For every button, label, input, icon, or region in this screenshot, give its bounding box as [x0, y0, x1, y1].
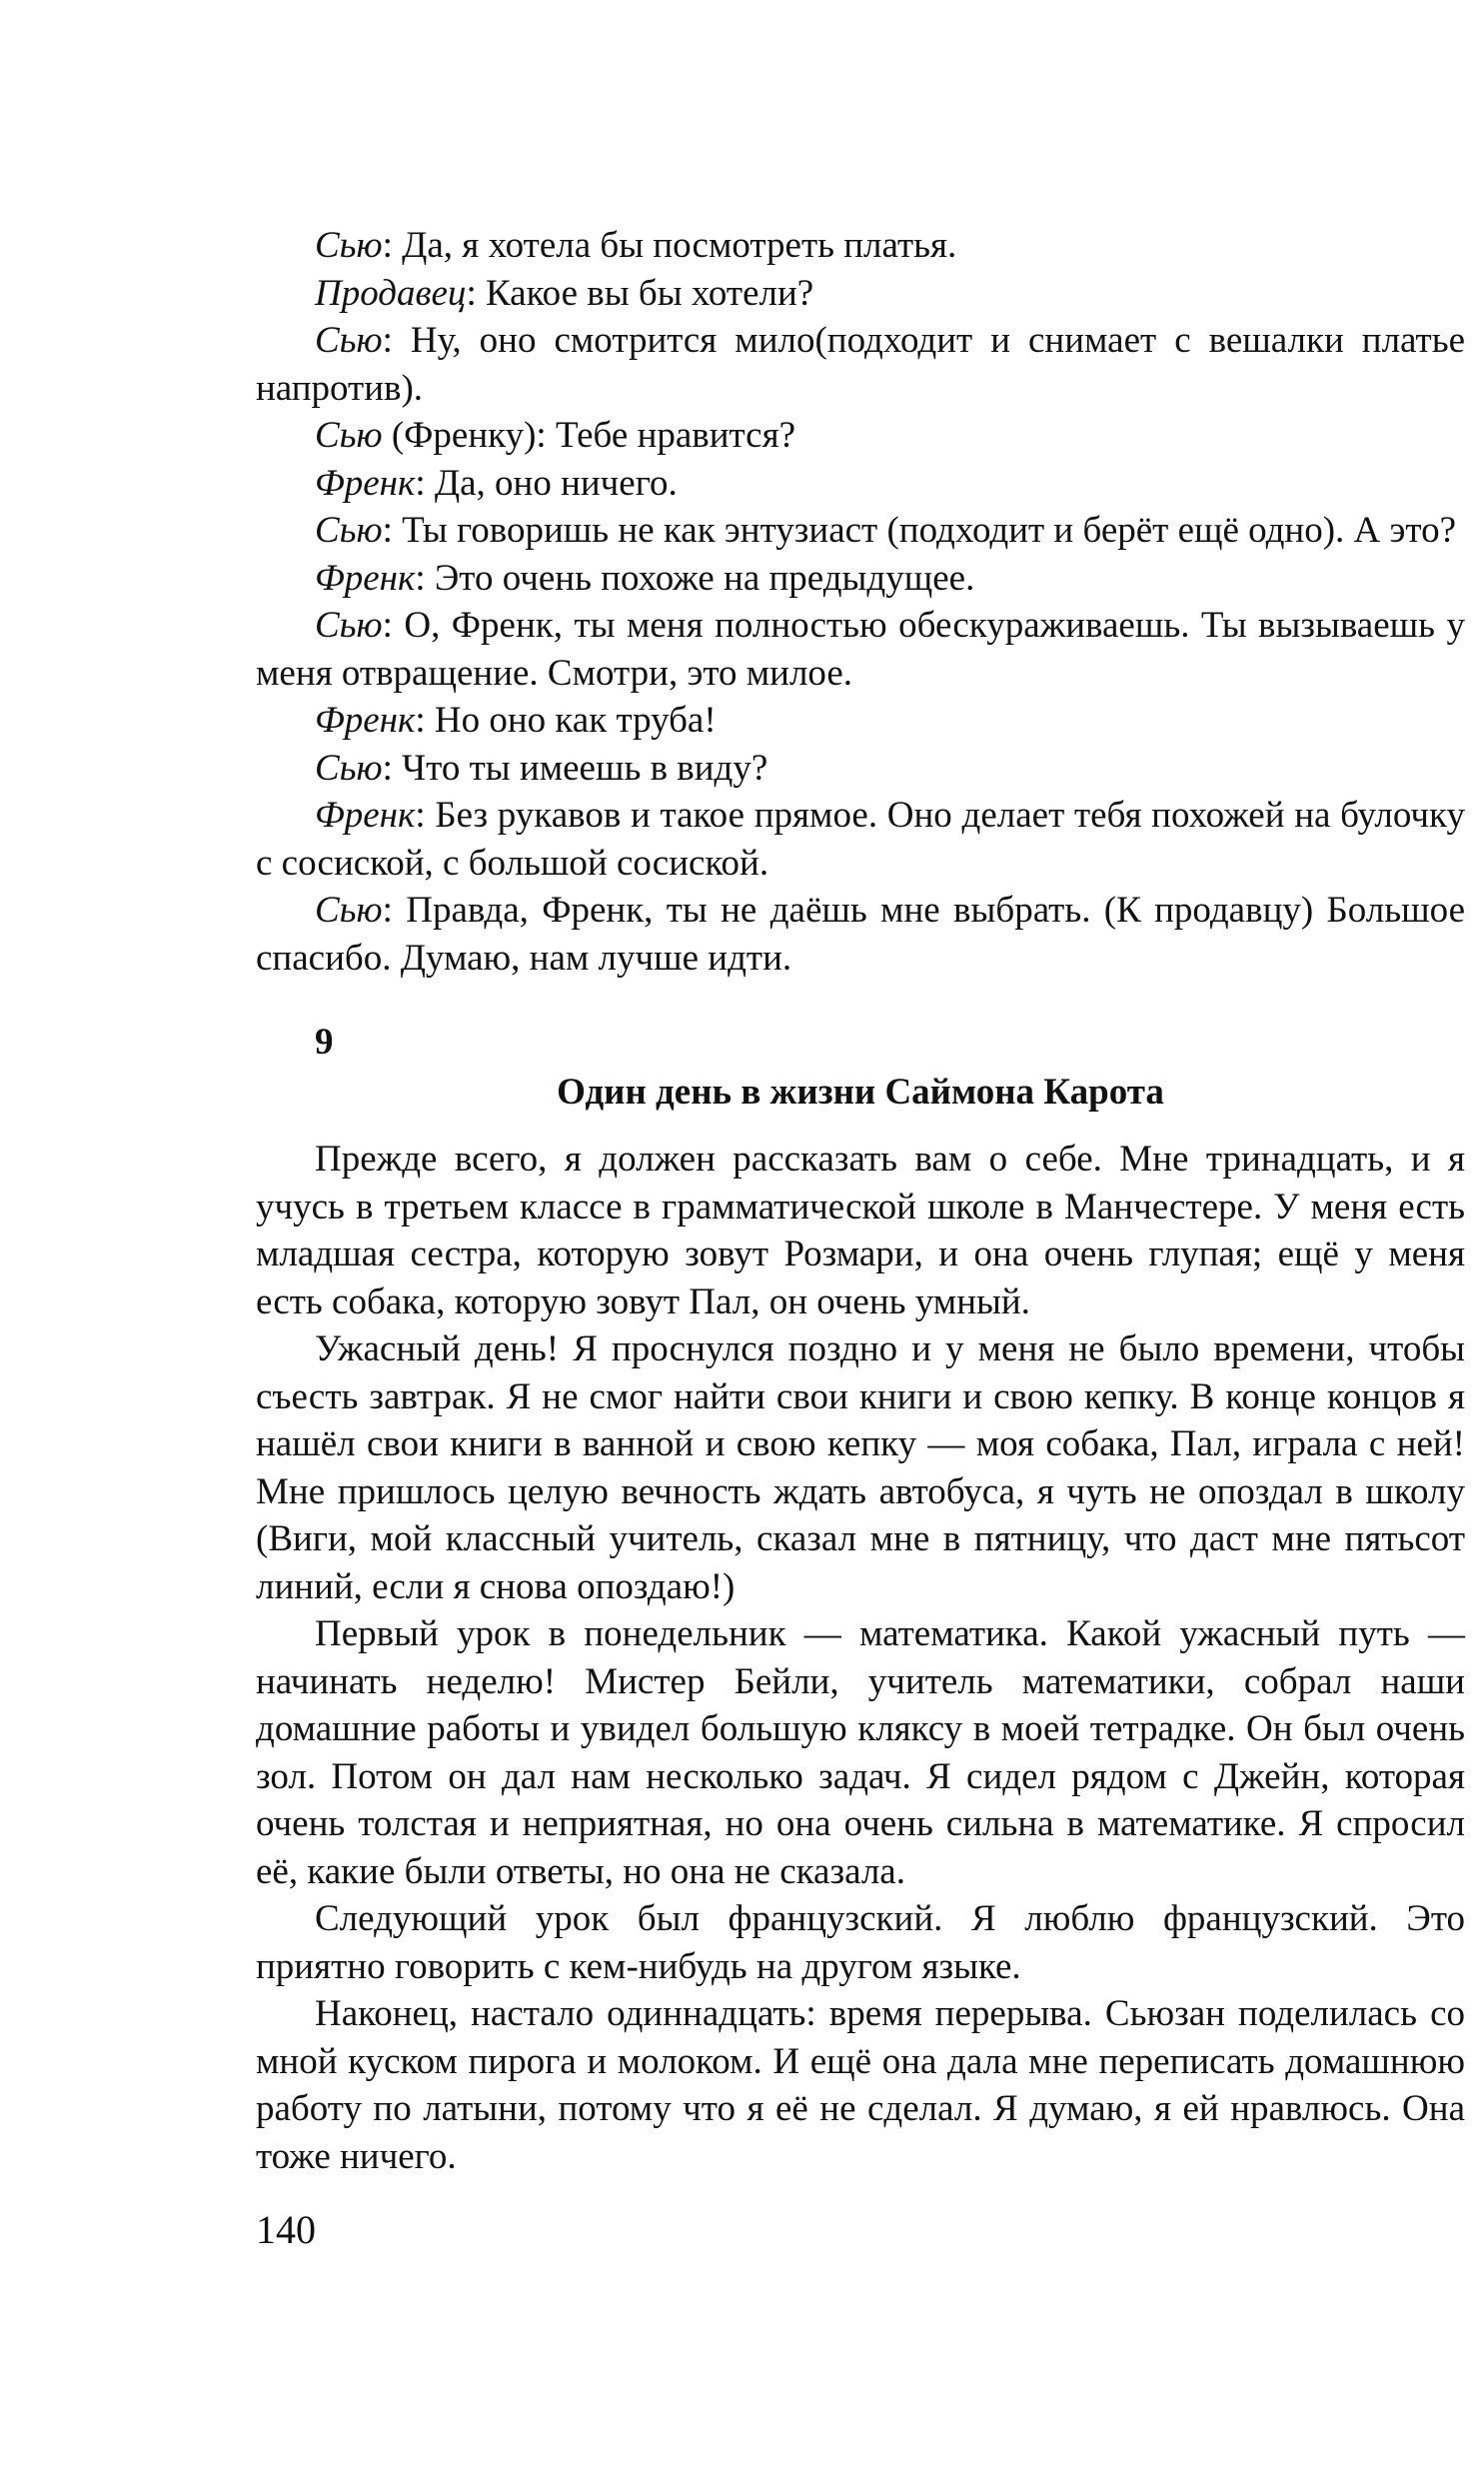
speaker-name: Сью — [315, 415, 383, 456]
page-number: 140 — [256, 2207, 316, 2252]
dialogue-line — [256, 555, 1465, 603]
dialogue-text: (Френку): Тебе нравится? — [382, 415, 796, 456]
dialogue-text: : Без рукавов и такое прямое. Оно делает тебя похожей на булочку с сосиской, с большой сосиской. — [256, 795, 1465, 884]
dialogue-text: : Правда, Френк, ты не даёшь мне выбрать. (К продавцу) Большое спасибо. Думаю, нам лучше идти. — [256, 890, 1465, 979]
body-paragraph: Следующий урок был французский. Я люблю французский. Это приятно говорить с кем-нибудь на другом языке. — [256, 1898, 1465, 1987]
dialogue-line — [256, 222, 1465, 270]
dialogue-line — [256, 745, 1465, 793]
chapter-title: Один день в жизни Саймона Карота — [557, 1071, 1164, 1113]
speaker-name: Сью — [315, 605, 383, 646]
dialogue-text: : О, Френк, ты меня полностью обескураживаешь. Ты вызываешь у меня отвращение. Смотри, это милое. — [256, 605, 1465, 694]
dialogue-line — [256, 507, 1465, 555]
speaker-name: Сью — [315, 510, 383, 551]
chapter-number: 9 — [315, 1022, 334, 1063]
dialogue-line — [256, 412, 1465, 460]
speaker-name: Продавец — [315, 272, 467, 314]
body-paragraph: Прежде всего, я должен рассказать вам о себе. Мне тринадцать, и я учусь в третьем классе в грамматической школе в Манчестере. У меня есть младшая сестра, которую зовут Розмари, и она очень глупая; ещё у меня есть собака, которую зовут Пал, он очень умный. — [256, 1139, 1465, 1322]
dialogue-line — [256, 792, 1465, 887]
dialogue-line — [256, 887, 1465, 982]
dialogue-text: : Да, оно ничего. — [415, 462, 678, 504]
speaker-name: Сью — [315, 890, 383, 931]
body-paragraph: Ужасный день! Я проснулся поздно и у меня не было времени, чтобы съесть завтрак. Я не смог найти свои книги и свою кепку. В конце концов я нашёл свои книги в ванной и свою кепку — моя собака, Пал, играла с ней! Мне пришлось целую вечность ждать автобуса, я чуть не опоздал в школу (Виги, мой классный учитель, сказал мне в пятницу, что даст мне пятьсот линий, если я снова опоздаю!) — [256, 1328, 1465, 1607]
page-body — [256, 222, 1465, 2180]
speaker-name: Сью — [315, 320, 383, 361]
speaker-name: Сью — [315, 747, 383, 789]
speaker-name: Френк — [315, 700, 416, 741]
speaker-name: Френк — [315, 557, 416, 599]
dialogue-text: : Это очень похоже на предыдущее. — [415, 557, 975, 599]
speaker-name: Френк — [315, 795, 416, 836]
body-paragraph: Первый урок в понедельник — математика. Какой ужасный путь — начинать неделю! Мистер Бейли, учитель математики, собрал наши домашние работы и увидел большую кляксу в моей тетрадке. Он был очень зол. Потом он дал нам несколько задач. Я сидел рядом с Джейн, которая очень толстая и неприятная, но она очень сильна в математике. Я спросил её, какие были ответы, но она не сказала. — [256, 1613, 1465, 1892]
speaker-name: Френк — [315, 462, 416, 504]
dialogue-text: : Ну, оно смотрится мило(подходит и снимает с вешалки платье напротив). — [256, 320, 1465, 409]
dialogue-text: : Но оно как труба! — [415, 700, 717, 741]
body-paragraph: Наконец, настало одиннадцать: время перерыва. Сьюзан поделилась со мной куском пирога и молоком. И ещё она дала мне переписать домашнюю работу по латыни, потому что я её не сделал. Я думаю, я ей нравлюсь. Она тоже ничего. — [256, 1993, 1465, 2177]
dialogue-text: : Какое вы бы хотели? — [466, 272, 814, 314]
dialogue-text: : Что ты имеешь в виду? — [382, 747, 768, 789]
dialogue-line — [256, 460, 1465, 508]
dialogue-line — [256, 270, 1465, 318]
dialogue-line — [256, 697, 1465, 745]
dialogue-text: : Ты говоришь не как энтузиаст (подходит и берёт ещё одно). А это? — [382, 510, 1457, 551]
dialogue-line — [256, 602, 1465, 697]
dialogue-line — [256, 317, 1465, 412]
speaker-name: Сью — [315, 225, 383, 266]
dialogue-text: : Да, я хотела бы посмотреть платья. — [382, 225, 957, 266]
